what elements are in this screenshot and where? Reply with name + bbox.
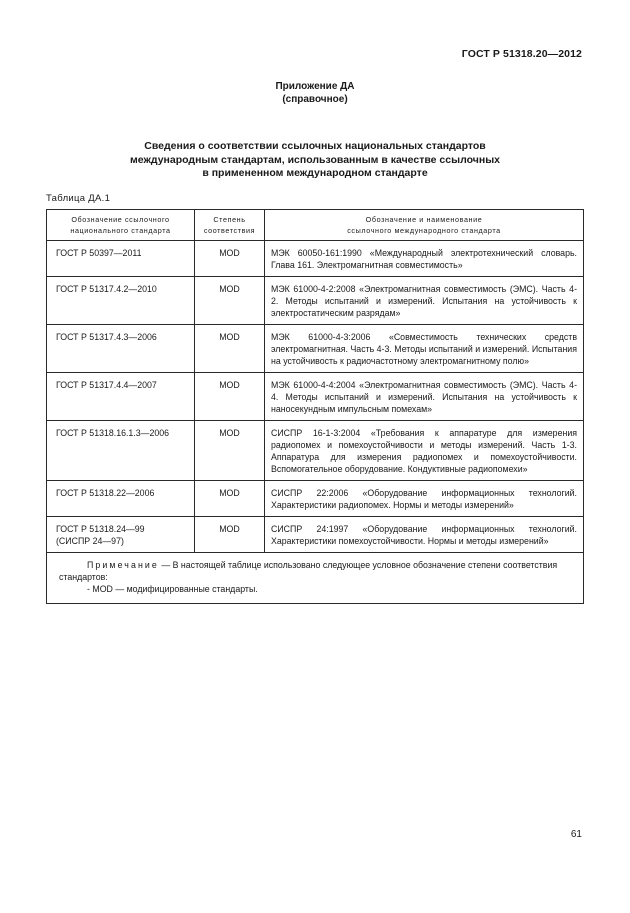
degree-cell: MOD [195, 373, 265, 421]
appendix-subtitle: (справочное) [282, 94, 348, 105]
table-header-row [47, 210, 584, 241]
international-standard-cell: СИСПР 24:1997 «Оборудование информационных технологий. Характеристики помехоустойчивости. Нормы и методы измерений» [265, 517, 584, 553]
table-row [47, 421, 584, 481]
international-standard-cell: МЭК 61000-4-4:2004 «Электромагнитная совместимость (ЭМС). Часть 4-4. Методы испытаний и измерений. Испытания на устойчивость к наносекундным импульсным помехам» [265, 373, 584, 421]
international-standard-cell: МЭК 60050-161:1990 «Международный электротехнический словарь. Глава 161. Электромагнитная совместимость» [265, 241, 584, 277]
degree-cell: MOD [195, 517, 265, 553]
correspondence-table [46, 209, 584, 604]
table-note-row [47, 553, 584, 604]
national-standard-cell: ГОСТ Р 51318.24—99 (СИСПР 24—97) [47, 517, 195, 553]
national-standard-cell: ГОСТ Р 51317.4.2—2010 [47, 277, 195, 325]
appendix-title: Приложение ДА [275, 81, 355, 92]
note-text: — В настоящей таблице использовано следующее условное обозначение степени соответствия стандартов: [59, 560, 558, 582]
document-code: ГОСТ Р 51318.20—2012 [461, 48, 582, 60]
international-standard-cell: МЭК 61000-4-3:2006 «Совместимость технических средств электромагнитная. Часть 4-3. Методы испытаний и измерений. Испытания на устойчивость к радиочастотному электромагнитному полю» [265, 325, 584, 373]
table-caption: Таблица ДА.1 [46, 193, 111, 204]
degree-cell: MOD [195, 421, 265, 481]
column-header-international: Обозначение и наименование ссылочного международного стандарта [265, 210, 584, 241]
heading-line: международным стандартам, использованным в качестве ссылочных [129, 153, 500, 166]
degree-cell: MOD [195, 241, 265, 277]
national-standard-cell: ГОСТ Р 51318.22—2006 [47, 481, 195, 517]
note-item: - MOD — модифицированные стандарты. [87, 584, 258, 594]
national-standard-cell: ГОСТ Р 50397—2011 [47, 241, 195, 277]
national-standard-cell: ГОСТ Р 51318.16.1.3—2006 [47, 421, 195, 481]
table-row [47, 373, 584, 421]
international-standard-cell: МЭК 61000-4-2:2008 «Электромагнитная совместимость (ЭМС). Часть 4-2. Методы испытаний и измерений. Испытания на устойчивость к электростатическим разрядам» [265, 277, 584, 325]
note-label: Примечание [87, 560, 159, 570]
column-header-degree: Степень соответствия [195, 210, 265, 241]
table-row [47, 277, 584, 325]
table-row [47, 241, 584, 277]
international-standard-cell: СИСПР 16-1-3:2004 «Требования к аппаратуре для измерения радиопомех и помехоустойчивости и методы измерений. Часть 1-3. Аппаратура для измерения радиопомех и помехоустойчивости. Вспомогательное оборудование. Кондуктивные радиопомехи» [265, 421, 584, 481]
table-note [47, 553, 584, 604]
degree-cell: MOD [195, 325, 265, 373]
table-row [47, 481, 584, 517]
national-standard-cell: ГОСТ Р 51317.4.3—2006 [47, 325, 195, 373]
column-header-national: Обозначение ссылочного национального стандарта [47, 210, 195, 241]
degree-cell: MOD [195, 277, 265, 325]
heading-line: Сведения о соответствии ссылочных национальных стандартов [144, 140, 486, 152]
table-row [47, 325, 584, 373]
heading-line: в примененном международном стандарте [202, 167, 428, 179]
international-standard-cell: СИСПР 22:2006 «Оборудование информационных технологий. Характеристики радиопомех. Нормы и методы измерений» [265, 481, 584, 517]
table-row [47, 517, 584, 553]
national-standard-cell: ГОСТ Р 51317.4.4—2007 [47, 373, 195, 421]
degree-cell: MOD [195, 481, 265, 517]
section-heading [0, 140, 630, 181]
page-number: 61 [570, 829, 582, 840]
